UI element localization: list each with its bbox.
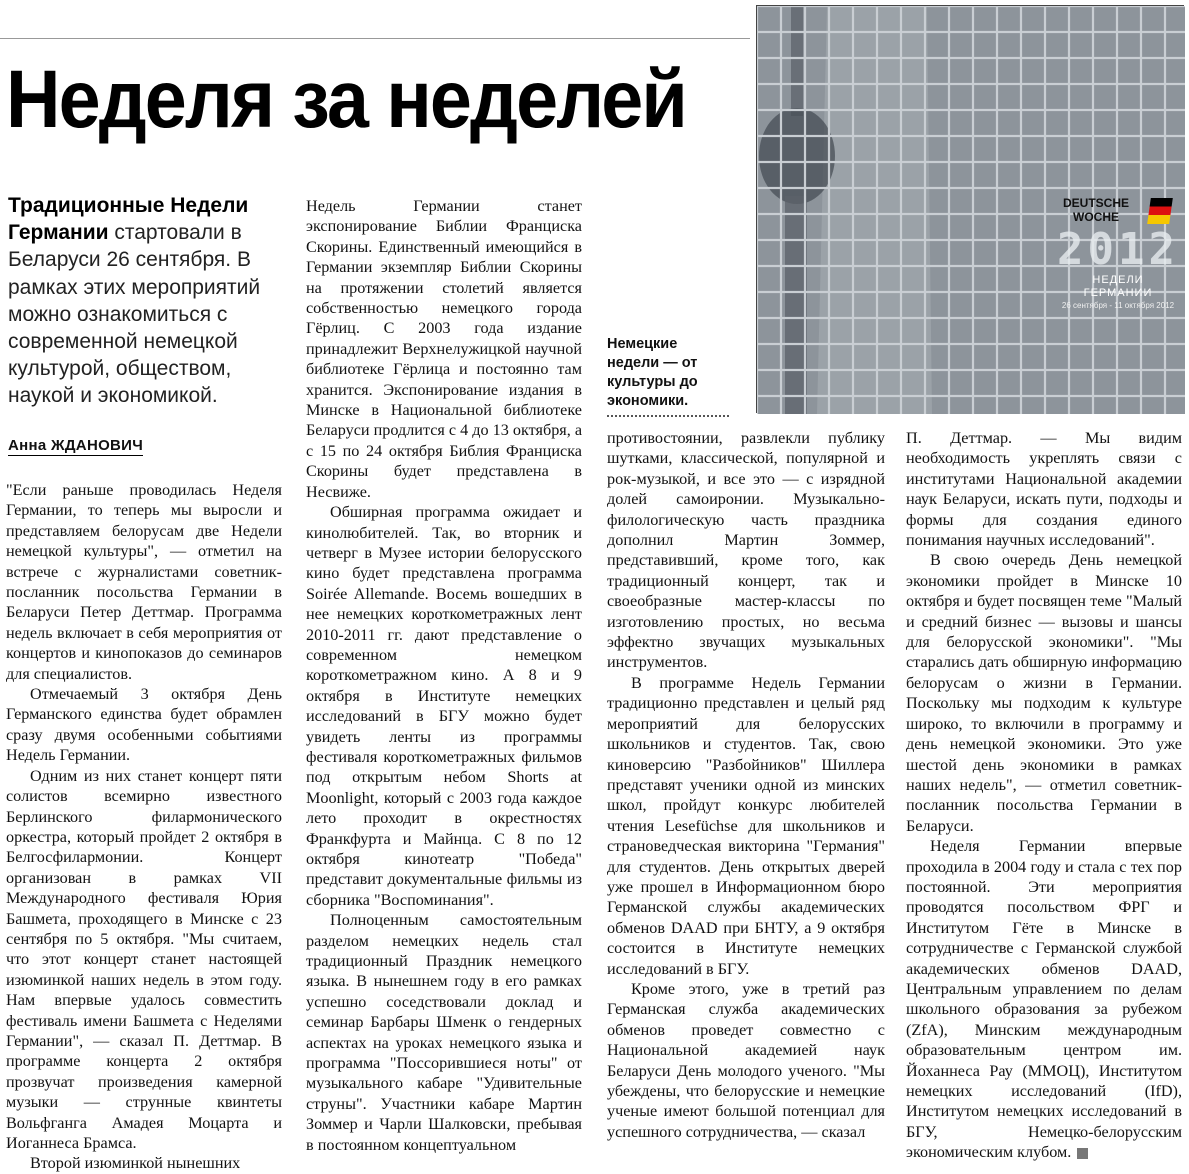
logo-line-2: WOCHE xyxy=(1073,210,1119,224)
text-column-2 xyxy=(306,196,582,1155)
paragraph: Полноценным самостоятельным разделом немецких недель стал традиционный Праздник немецкого языка. В нынешнем году в его рамках успешно соседствовали доклад и семинар Барбары Шменк о гендерных аспектах на уроках немецкого языка и программа "Поссорившиеся ноты" от музыкального кабаре "Удивительные струны". Участники кабаре Мартин Зоммер и Чарли Шалковски, пребывая в постоянном концептуальном xyxy=(306,911,582,1154)
paragraph: противостоянии, развлекли публику шутками, классической, популярной и рок-музыкой, и все это — с изрядной долей самоиронии. Музыкально-филологическую часть праздника дополнил Мартин Зоммер, представивший, кроме того, как традиционный концерт, так и своеобразные мастер-классы по изготовлению простых, но весьма эффектно звучащих музыкальных инструментов. xyxy=(607,429,885,672)
paragraph: Кроме этого, уже в третий раз Германская служба академических обменов проведет совместно с Национальной академией наук Беларуси День молодого ученого. "Мы убеждены, что белорусские и немецкие ученые имеют большой потенциал для успешного сотрудничества, — сказал xyxy=(607,979,885,1141)
article-lead xyxy=(8,192,278,410)
logo-line-1: DEUTSCHE xyxy=(1063,196,1130,210)
top-rule xyxy=(0,38,750,39)
text-column-1 xyxy=(6,480,282,1174)
paragraph xyxy=(906,836,1182,1163)
logo-year: 2012 xyxy=(1057,224,1179,275)
paragraph: В свою очередь День немецкой экономики пройдет в Минске 10 октября и будет посвящен теме "Малый и средний бизнес — вызовы и шансы для белорусской экономики". "Мы старались дать обширную информацию белорусам о жизни в Германии. Поскольку мы подходим к культуре широко, то включили в программу и день немецкой экономики. Это уже шестой день экономики в рамках наших недель", — отметил советник-посланник посольства Германии в Беларуси. xyxy=(906,551,1182,835)
author-byline: Анна ЖДАНОВИЧ xyxy=(8,437,144,454)
paragraph: "Если раньше проводилась Неделя Германии, то теперь мы выросли и представляем белорусам две Недели немецкой культуры", — отметил на встрече с журналистами советник-посланник посольства Германии в Беларуси Петер Деттмар. Программа недель включает в себя мероприятия от концертов и кинопоказов до семинаров для специалистов. xyxy=(6,481,282,683)
paragraph: П. Деттмар. — Мы видим необходимость укреплять связи с институтами Национальной академии наук Беларуси, искать пути, подходы и формы для создания единого понимания научных исследований". xyxy=(906,429,1182,550)
paragraph: Недель Германии станет экспонирование Библии Франциска Скорины. Единственный имеющийся в Германии экземпляр Библии Скорины на протяжении столетий является собственностью немецкого города Гёрлиц. С 2003 года издание принадлежит Верхнелужицкой научной библиотеке Гёрлица и постоянно там хранится. Экспонирование издания в Минске в Национальной библиотеке Беларуси продлится с 4 до 13 октября, а с 15 по 24 октября Библия Франциска Скорины будет представлена в Несвиже. xyxy=(306,197,583,501)
paragraph: Отмечаемый 3 октября День Германского единства будет обрамлен сразу двумя особенными событиями Недель Германии. xyxy=(6,685,282,765)
article-headline: Неделя за неделей xyxy=(6,54,686,145)
text-column-4 xyxy=(906,428,1182,1163)
logo-dates: 26 сентября - 11 октября 2012 xyxy=(1061,301,1175,310)
lead-text: стартовали в Беларуси 26 сентября. В рамках этих мероприятий можно ознакомиться с современной немецкой культурой, обществом, наукой и экономикой. xyxy=(8,221,261,408)
paragraph: Второй изюминкой нынешних xyxy=(30,1154,241,1173)
paragraph: Одним из них станет концерт пяти солистов всемирно известного Берлинского филармонического оркестра, который пройдет 2 октября в Белгосфилармонии. Концерт организован в рамках VII Международного фестиваля Юрия Башмета, проходящего в Минске с 23 сентября по 5 октября. "Мы считаем, что этот концерт станет настоящей изюминкой наших недель в этом году. Нам впервые удалось совместить фестиваль имени Башмета с Неделями Германии", — сказал П. Деттмар. В программе концерта 2 октября прозвучат произведения камерной музыки — струнные квинтеты Вольфганга Амадея Моцарта и Иоганнеса Брамса. xyxy=(6,766,282,1152)
paragraph-text: Неделя Германии впервые проходила в 2004 году и стала с тех пор постоянной. Эти мероприятия проводятся посольством ФРГ и Институтом Гёте в Минске в сотрудничестве с Германской службой академических обменов DAAD, Центральным управлением по делам школьного образования за рубежом (ZfA), Минским международным образовательным центром им. Йоханнеса Рау (ММОЦ), Институтом немецких исследований (IfD), Институтом немецких исследований в БГУ, Немецко-белорусским экономическим клубом. xyxy=(906,837,1182,1162)
text-column-3 xyxy=(607,428,885,1142)
end-of-article-mark xyxy=(1077,1148,1088,1159)
logo-subtitle: НЕДЕЛИ ГЕРМАНИИ xyxy=(1083,274,1153,299)
german-flag-icon xyxy=(1147,198,1173,224)
deutsche-woche-logo xyxy=(1057,196,1179,310)
article-photo xyxy=(756,5,1184,413)
lead-bold: Традиционные Недели Германии xyxy=(8,194,249,245)
paragraph: В программе Недель Германии традиционно представлен и целый ряд мероприятий для белорусских школьников и студентов. Так, свою киноверсию "Разбойников" Шиллера представят ученики одной из минских школ, пройдут конкурс любителей чтения Lesefüchse для школьников и страноведческая викторина "Германия" для студентов. День открытых дверей уже прошел в Информационном бюро Германской службы академических обменов DAAD при БНТУ, а 9 октября состоится в Институте немецких исследований в БГУ. xyxy=(607,673,885,978)
pull-quote: Немецкие недели — от культуры до экономики. xyxy=(607,335,729,417)
paragraph: Обширная программа ожидает и кинолюбителей. Так, во вторник и четверг в Музее истории белорусского кино будет представлена программа Soirée Allemande. Восемь вошедших в нее немецких короткометражных лент 2010-2011 гг. дают представление о современном немецком короткометражном кино. А 8 и 9 октября в Институте немецких исследований в БГУ можно будет увидеть ленты из программы фестиваля короткометражных фильмов под открытым небом Shorts at Moonlight, который с 2003 года каждое лето проходит в окрестностях Франкфурта и Майнца. С 8 по 12 октября кинотеатр "Победа" представит документальные фильмы из сборника "Воспоминания". xyxy=(306,503,582,909)
